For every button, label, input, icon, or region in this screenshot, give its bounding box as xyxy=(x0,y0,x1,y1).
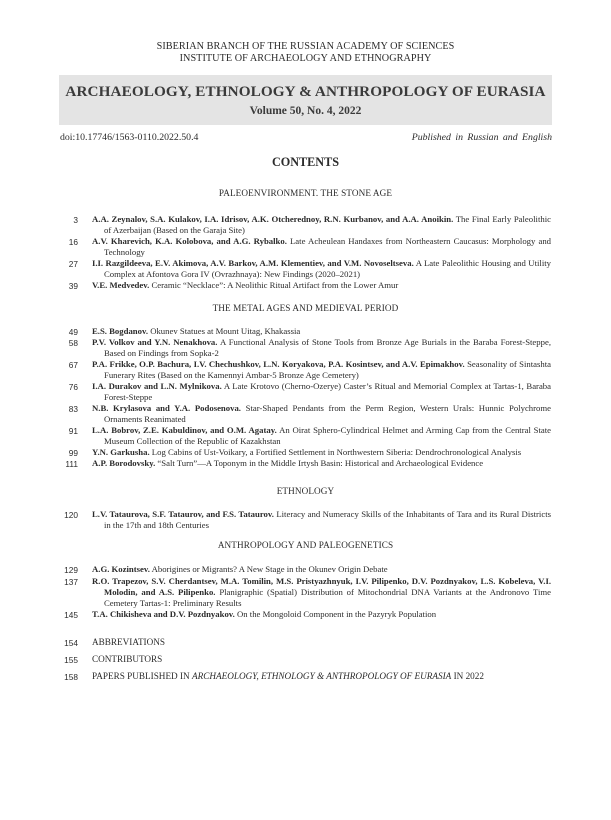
entry-authors: P.A. Frikke, O.P. Bachura, I.V. Chechushkov, L.N. Koryakova, P.A. Kosintsev, and A.V. Epimakhov. xyxy=(92,359,465,369)
entry-title[interactable]: Okunev Statues at Mount Uitag, Khakassia xyxy=(150,326,301,336)
journal-banner xyxy=(59,75,552,125)
back-matter-label xyxy=(92,637,551,648)
section-heading: ANTHROPOLOGY AND PALEOGENETICS xyxy=(217,540,394,550)
entry-title[interactable]: Ceramic “Necklace”: A Neolithic Ritual Artifact from the Lower Amur xyxy=(151,280,399,290)
entry-text xyxy=(92,359,551,381)
page-number: 39 xyxy=(68,281,78,291)
entry-title[interactable]: On the Mongoloid Component in the Pazyryk Population xyxy=(237,609,437,619)
page-number: 111 xyxy=(65,459,78,469)
page-number: 158 xyxy=(64,672,78,682)
entry-authors: A.G. Kozintsev. xyxy=(92,564,150,574)
page-number: 99 xyxy=(68,448,78,458)
back-matter-text: ABBREVIATIONS xyxy=(92,637,165,647)
entry-authors: N.B. Krylasova and Y.A. Podosenova. xyxy=(92,403,241,413)
section-heading: THE METAL AGES AND MEDIEVAL PERIOD xyxy=(212,303,399,313)
section-heading: ETHNOLOGY xyxy=(276,486,335,496)
page-number: 145 xyxy=(64,610,78,620)
entry-authors: I.I. Razgildeeva, E.V. Akimova, A.V. Barkov, A.M. Klementiev, and V.M. Novoseltseva. xyxy=(92,258,414,268)
entry-title[interactable]: An Oirat Sphero-Cylindrical Helmet and Arming Cap from the Central State Museum Collection of the Republic of Kazakhstan xyxy=(104,425,552,446)
page-number: 3 xyxy=(73,215,78,225)
entry-title[interactable]: A Late Paleolithic Housing and Utility Complex at Afontova Gora IV (Ovrazhnaya): New Findings (2020–2021) xyxy=(104,258,551,279)
page-number: 67 xyxy=(68,360,78,370)
page-number: 155 xyxy=(64,655,78,665)
entry-authors: P.V. Volkov and Y.N. Nenakhova. xyxy=(92,337,218,347)
entry-text xyxy=(92,425,551,447)
entry-title[interactable]: A Functional Analysis of Stone Tools from Bronze Age Burials in the Baraba Forest-Steppe, Based on Findings from Sopka-2 xyxy=(104,337,552,358)
entry-title[interactable]: A Late Krotovo (Cherno-Ozerye) Caster’s Ritual and Memorial Complex at Tartas-1, Baraba Forest-Steppe xyxy=(104,381,551,402)
section-heading: PALEOENVIRONMENT. THE STONE AGE xyxy=(218,188,393,198)
entry-text xyxy=(92,458,551,469)
entry-text xyxy=(92,509,551,531)
entry-title[interactable]: Literacy and Numeracy Skills of the Inhabitants of Tara and its Rural Districts in the 17th and 18th Centuries xyxy=(104,509,551,530)
page-number: 91 xyxy=(68,426,78,436)
back-matter-label xyxy=(92,654,551,665)
institution-line-2: INSTITUTE OF ARCHAEOLOGY AND ETHNOGRAPHY xyxy=(179,53,432,64)
entry-title[interactable]: Star-Shaped Pendants from the Perm Region, Western Urals: Hunnic Polychrome Ornaments Reanimated xyxy=(104,403,551,424)
back-matter-text: CONTRIBUTORS xyxy=(92,654,163,664)
entry-title[interactable]: Planigraphic (Spatial) Distribution of Mitochondrial DNA Variants at the Andronovo Time Cemetery Tartas-1: Preliminary Results xyxy=(104,586,551,608)
entry-text xyxy=(92,236,551,258)
entry-text xyxy=(92,564,551,575)
page-number: 49 xyxy=(68,327,78,337)
entry-text xyxy=(92,609,551,620)
institution-line-1: SIBERIAN BRANCH OF THE RUSSIAN ACADEMY OF SCIENCES xyxy=(156,41,455,52)
entry-title[interactable]: The Final Early Paleolithic of Azerbaijan (Based on the Garaja Site) xyxy=(104,214,551,235)
journal-title: ARCHAEOLOGY, ETHNOLOGY & ANTHROPOLOGY OF EURASIA xyxy=(65,83,546,100)
back-matter-suffix: IN 2022 xyxy=(453,671,484,681)
entry-title[interactable]: Seasonality of Sintashta Funerary Rites (Based on the Kamennyi Ambar-5 Bronze Age Cemetery) xyxy=(104,359,551,380)
entry-authors: R.O. Trapezov, S.V. Cherdantsev, M.A. Tomilin, M.S. Pristyazhnyuk, I.V. Pilipenko, D.V. Pozdnyakov, L.S. Kobeleva, V.I. Molodin, and A.S. Pilipenko. xyxy=(92,576,551,597)
entry-text xyxy=(92,280,551,291)
page-number: 16 xyxy=(68,237,78,247)
page-number: 58 xyxy=(68,338,78,348)
entry-authors: V.E. Medvedev. xyxy=(92,280,150,290)
doi[interactable]: doi:10.17746/1563-0110.2022.50.4 xyxy=(60,132,199,143)
entry-text xyxy=(92,326,551,337)
back-matter-text: PAPERS PUBLISHED IN xyxy=(92,671,190,681)
entry-title[interactable]: “Salt Turn”—A Toponym in the Middle Irtysh Basin: Historical and Archaeological Evidence xyxy=(157,458,484,468)
journal-name-italic: ARCHAEOLOGY, ETHNOLOGY & ANTHROPOLOGY OF EURASIA xyxy=(191,671,452,681)
back-matter-label xyxy=(92,671,551,682)
entry-text xyxy=(92,447,551,458)
entry-title[interactable]: Aborigines or Migrants? A New Stage in the Okunev Origin Debate xyxy=(151,564,388,574)
contents-heading: CONTENTS xyxy=(271,155,340,169)
entry-authors: I.A. Durakov and L.N. Mylnikova. xyxy=(92,381,222,391)
entry-authors: L.V. Tataurova, S.F. Tataurov, and F.S. Tataurov. xyxy=(92,509,274,519)
page-number: 83 xyxy=(68,404,78,414)
entry-text xyxy=(92,576,551,608)
publication-languages: Published in Russian and English xyxy=(411,132,552,143)
entry-title[interactable]: Log Cabins of Ust-Voikary, a Fortified Settlement in Northwestern Siberia: Dendrochronological Analysis xyxy=(151,447,522,457)
entry-authors: A.P. Borodovsky. xyxy=(92,458,156,468)
page-number: 154 xyxy=(64,638,78,648)
entry-text xyxy=(92,381,551,403)
entry-authors: T.A. Chikisheva and D.V. Pozdnyakov. xyxy=(92,609,235,619)
page-number: 137 xyxy=(64,577,78,587)
entry-title[interactable]: Late Acheulean Handaxes from Northeastern Caucasus: Morphology and Technology xyxy=(104,236,552,257)
page-number: 76 xyxy=(68,382,78,392)
entry-text xyxy=(92,214,551,236)
page-number: 120 xyxy=(64,510,78,520)
entry-text xyxy=(92,258,551,280)
page-number: 129 xyxy=(64,565,78,575)
entry-authors: A.V. Kharevich, K.A. Kolobova, and A.G. Rybalko. xyxy=(92,236,287,246)
entry-authors: E.S. Bogdanov. xyxy=(92,326,149,336)
page-number: 27 xyxy=(68,259,78,269)
entry-authors: A.A. Zeynalov, S.A. Kulakov, I.A. Idrisov, A.K. Otcherednoy, R.N. Kurbanov, and A.A. Anoikin. xyxy=(92,214,454,224)
entry-text xyxy=(92,337,551,359)
entry-text xyxy=(92,403,551,425)
entry-authors: L.A. Bobrov, Z.E. Kabuldinov, and O.M. Agatay. xyxy=(92,425,277,435)
entry-authors: Y.N. Garkusha. xyxy=(92,447,150,457)
journal-volume: Volume 50, No. 4, 2022 xyxy=(249,105,362,117)
